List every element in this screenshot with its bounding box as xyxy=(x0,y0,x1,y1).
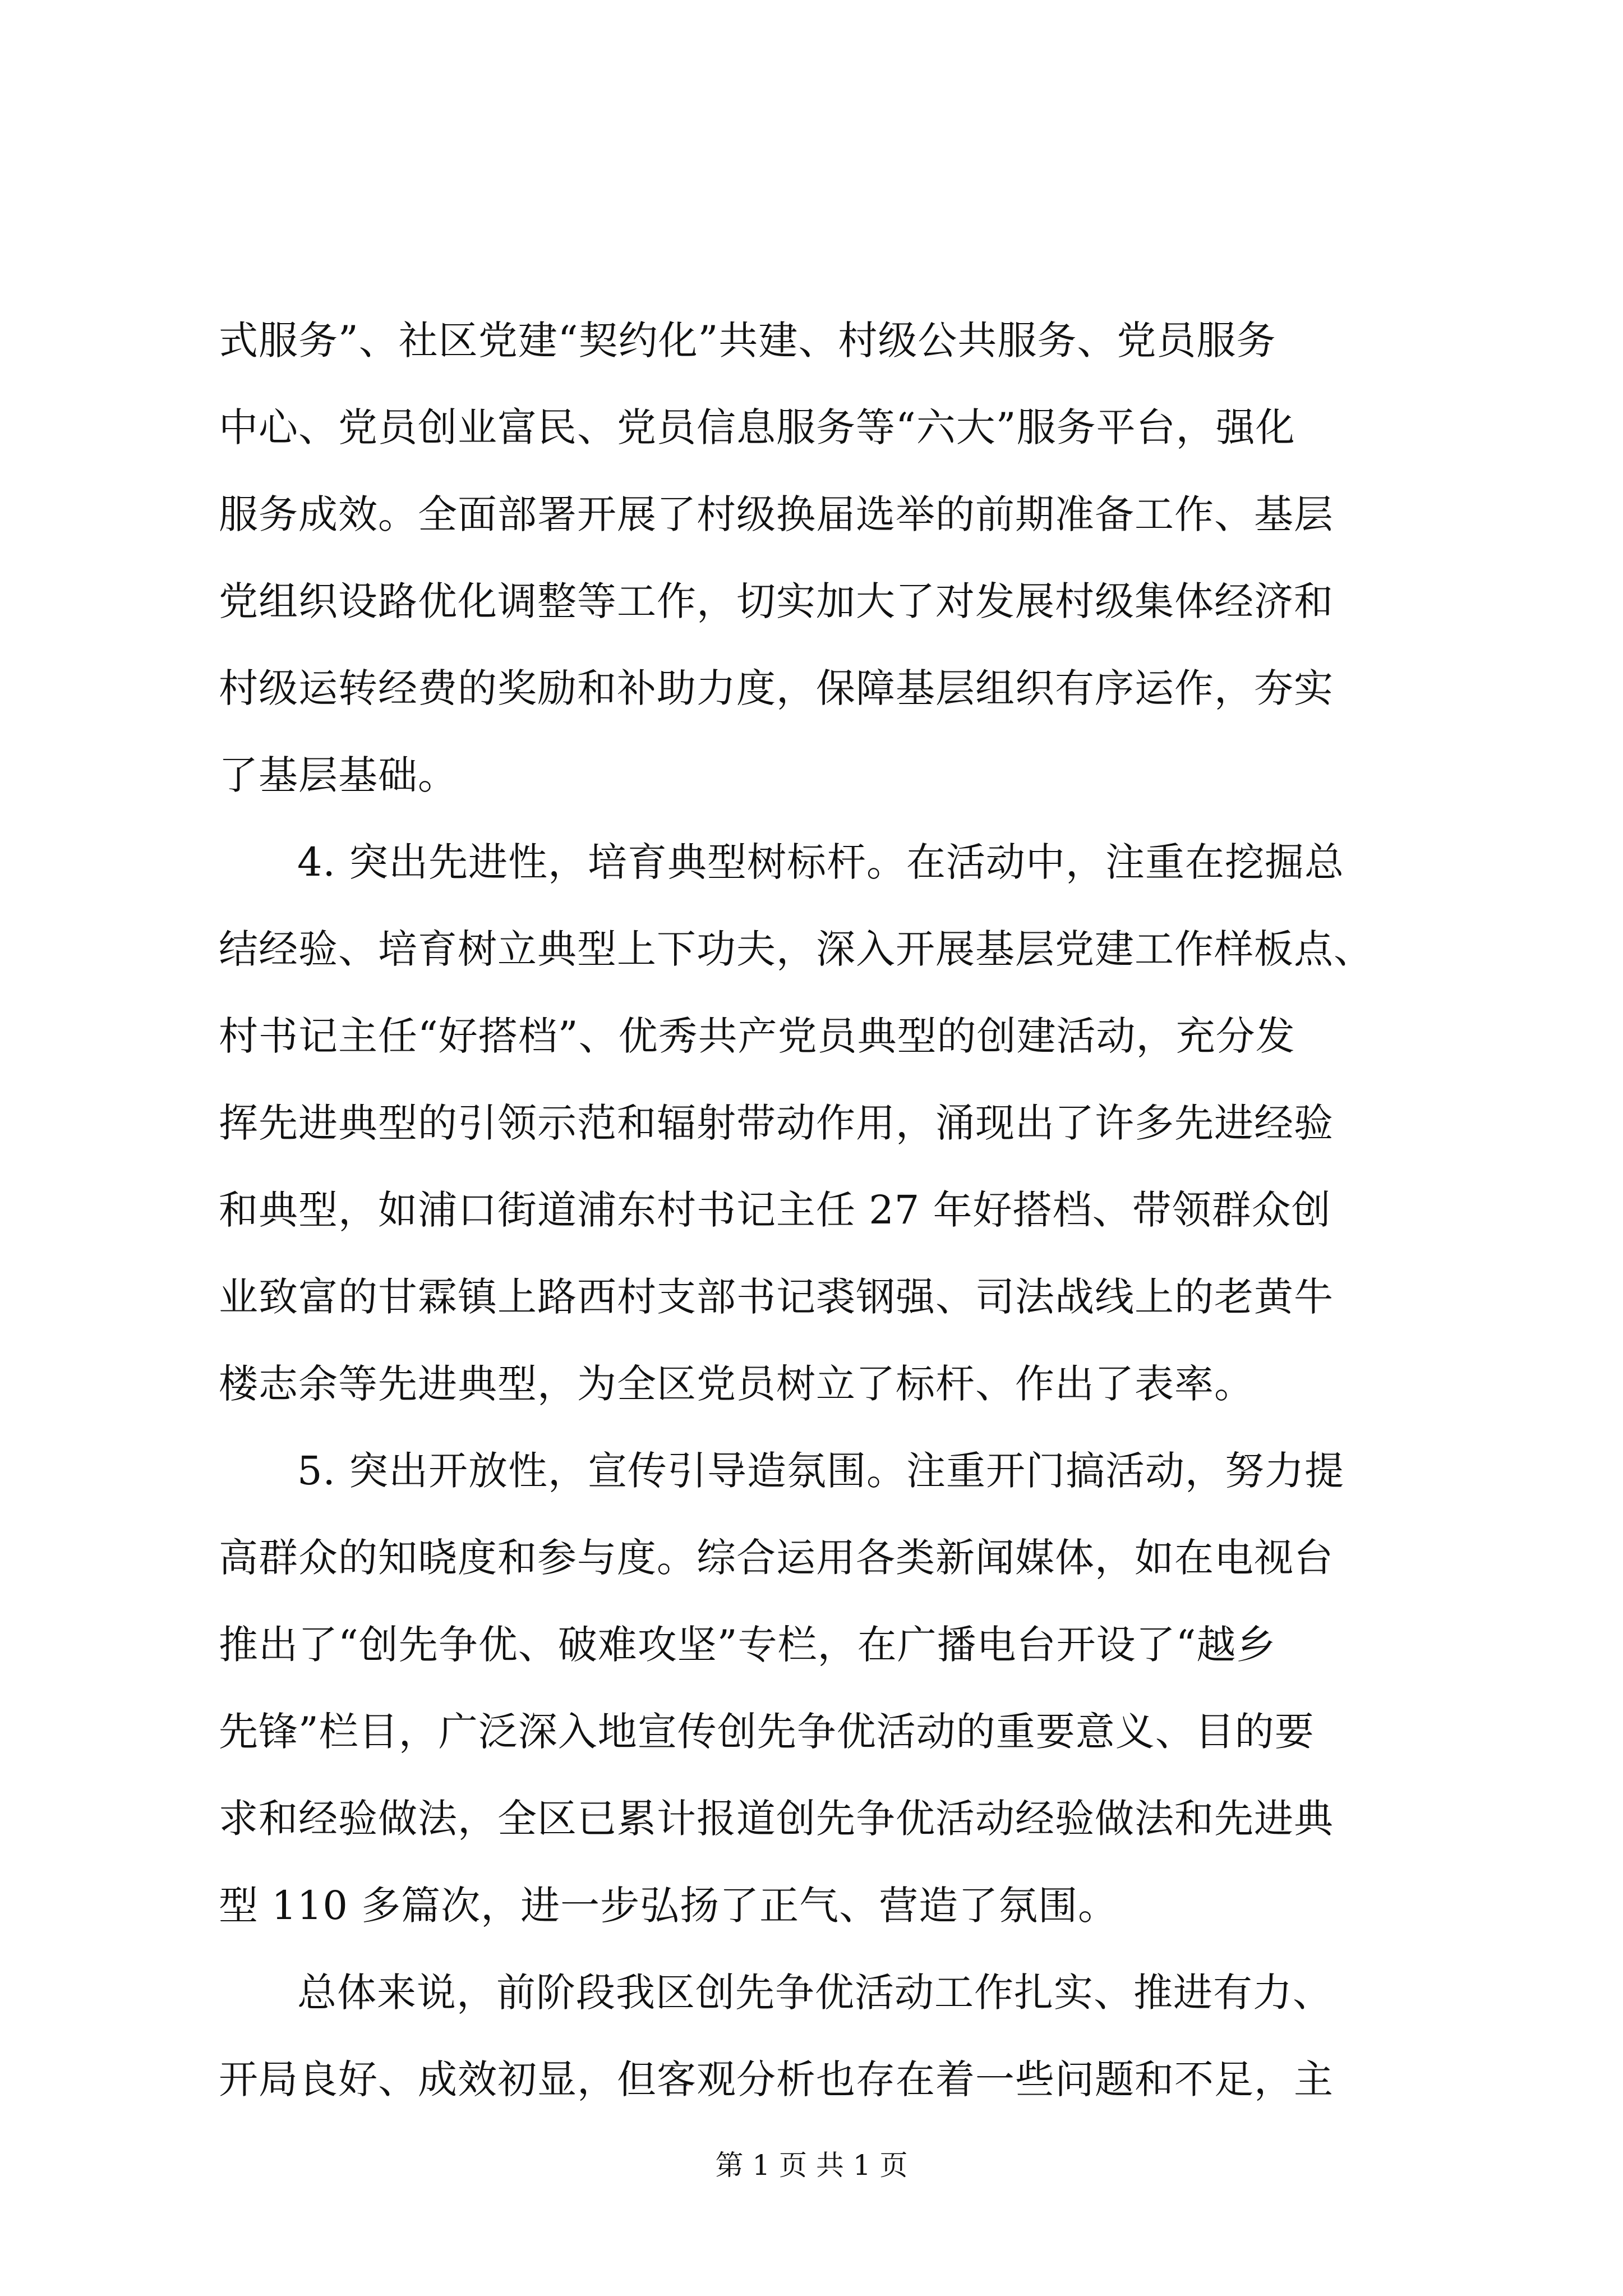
text-line-18: 求和经验做法，全区已累计报道创先争优活动经验做法和先进典 xyxy=(219,1796,1334,1842)
text-line-4: 党组织设路优化调整等工作，切实加大了对发展村级集体经济和 xyxy=(219,578,1334,624)
summary-paragraph-line: 总体来说，前阶段我区创先争优活动工作扎实、推进有力、 xyxy=(297,1970,1332,2016)
paragraph-5-heading-line: 5. 突出开放性，宣传引导造氛围。注重开门搞活动，努力提 xyxy=(297,1448,1345,1494)
text-line-2: 中心、党员创业富民、党员信息服务等“六大”服务平台，强化 xyxy=(219,404,1295,450)
text-line-6: 了基层基础。 xyxy=(219,752,458,798)
text-line-21: 开局良好、成效初显，但客观分析也存在着一些问题和不足，主 xyxy=(219,2056,1334,2102)
text-line-11: 和典型，如浦口街道浦东村书记主任 27 年好搭档、带领群众创 xyxy=(219,1187,1331,1233)
text-line-15: 高群众的知晓度和参与度。综合运用各类新闻媒体，如在电视台 xyxy=(219,1535,1334,1581)
paragraph-4-heading-line: 4. 突出先进性，培育典型树标杆。在活动中，注重在挖掘总 xyxy=(297,839,1345,885)
text-line-10: 挥先进典型的引领示范和辐射带动作用，涌现出了许多先进经验 xyxy=(219,1100,1334,1146)
page-footer: 第 1 页 共 1 页 xyxy=(715,2149,908,2182)
text-line-3: 服务成效。全面部署开展了村级换届选举的前期准备工作、基层 xyxy=(219,491,1334,537)
text-line-19: 型 110 多篇次，进一步弘扬了正气、营造了氛围。 xyxy=(219,1883,1118,1929)
text-line-1: 式服务”、社区党建“契约化”共建、村级公共服务、党员服务 xyxy=(219,318,1276,364)
text-line-8: 结经验、培育树立典型上下功夫，深入开展基层党建工作样板点、 xyxy=(219,926,1373,972)
text-line-13: 楼志余等先进典型，为全区党员树立了标杆、作出了表率。 xyxy=(219,1361,1254,1407)
text-line-12: 业致富的甘霖镇上路西村支部书记裘钢强、司法战线上的老黄牛 xyxy=(219,1274,1334,1320)
text-line-9: 村书记主任“好搭档”、优秀共产党员典型的创建活动，充分发 xyxy=(219,1013,1295,1059)
text-line-5: 村级运转经费的奖励和补助力度，保障基层组织有序运作，夯实 xyxy=(219,665,1334,711)
text-line-16: 推出了“创先争优、破难攻坚”专栏，在广播电台开设了“越乡 xyxy=(219,1622,1276,1668)
text-line-17: 先锋”栏目，广泛深入地宣传创先争优活动的重要意义、目的要 xyxy=(219,1709,1315,1755)
